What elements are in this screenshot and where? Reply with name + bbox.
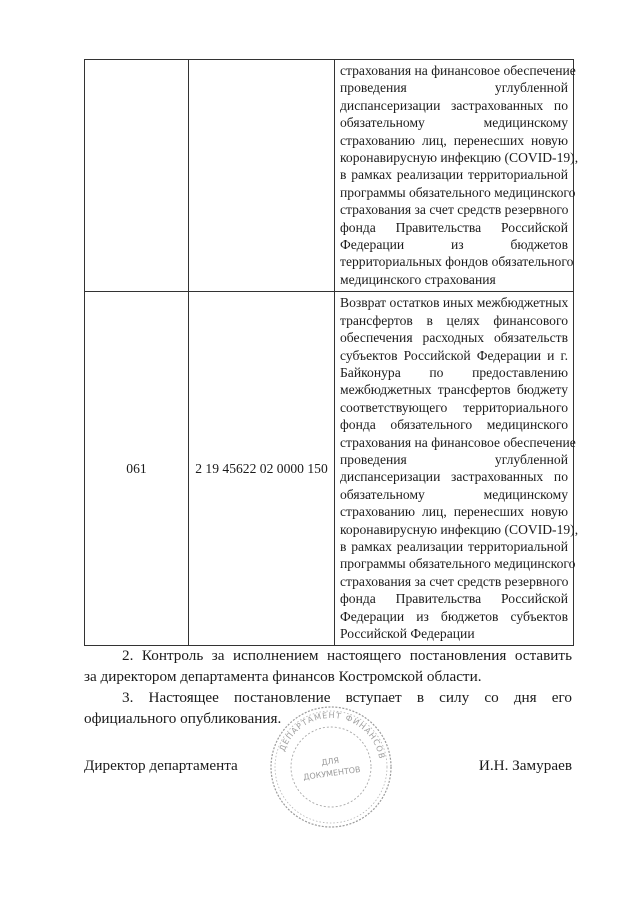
description-line: обязательному медицинскому (340, 486, 568, 502)
description-line: страхования за счет средств резервного (340, 202, 569, 218)
description-line: территориальных фондов обязательного (340, 254, 574, 270)
description-line: субъектов Российской Федерации и г. (340, 347, 568, 363)
paragraph-line: за директором департамента финансов Костромской области. (84, 668, 482, 685)
table-cell-kbk: 2 19 45622 02 0000 150 (189, 292, 335, 646)
signatory-name: И.Н. Замураев (478, 757, 572, 774)
table-cell-description (335, 292, 579, 646)
description-line: в рамках реализации территориальной (340, 538, 568, 554)
signatory-title: Директор департамента (84, 757, 238, 774)
svg-text:ДЕПАРТАМЕНТ ФИНАНСОВ: ДЕПАРТАМЕНТ ФИНАНСОВ (277, 710, 387, 761)
table-cell-admin-code (85, 60, 189, 292)
description-line: проведения углубленной (340, 451, 568, 467)
description-line: диспансеризации застрахованных по (340, 469, 568, 485)
description-line: коронавирусную инфекцию (COVID-19), (340, 521, 579, 537)
description-line: страхования на финансовое обеспечение (340, 63, 576, 78)
stamp-seal-icon (268, 704, 394, 830)
description-line: диспансеризации застрахованных по (340, 97, 568, 113)
description-line: Федерации из бюджетов субъектов (340, 608, 568, 624)
description-line: страхованию лиц, перенесших новую (340, 504, 568, 520)
description-line: трансфертов в целях финансового (340, 312, 568, 328)
description-line: Российской Федерации (340, 626, 475, 641)
description-line: фонда Правительства Российской (340, 591, 568, 607)
svg-text:ДЛЯ: ДЛЯ (320, 755, 340, 768)
table-cell-kbk (189, 60, 335, 292)
official-stamp (268, 704, 394, 830)
paragraph-line: официального опубликования. (84, 710, 282, 727)
budget-codes-table (84, 59, 579, 646)
description-line: фонда обязательного медицинского (340, 417, 568, 433)
description-line: обеспечения расходных обязательств (340, 330, 568, 346)
description-line: страхования за счет средств резервного (340, 573, 569, 589)
description-line: страхованию лиц, перенесших новую (340, 132, 568, 148)
description-line: Возврат остатков иных межбюджетных (340, 295, 569, 311)
description-line: страхования на финансовое обеспечение (340, 434, 576, 450)
svg-text:ДОКУМЕНТОВ: ДОКУМЕНТОВ (302, 764, 362, 782)
description-line: Байконура по предоставлению (340, 364, 568, 380)
description-line: межбюджетных трансфертов бюджету (340, 382, 568, 398)
description-line: в рамках реализации территориальной (340, 167, 568, 183)
description-line: проведения углубленной (340, 80, 568, 96)
description-line: Федерации из бюджетов (340, 237, 568, 253)
description-line: соответствующего территориального (340, 399, 568, 415)
paragraph-2 (84, 645, 572, 687)
description-line: программы обязательного медицинского (340, 184, 576, 200)
table-row (85, 292, 574, 646)
description-line: фонда Правительства Российской (340, 219, 568, 235)
table-cell-description (335, 60, 579, 292)
description-line: программы обязательного медицинского (340, 556, 576, 572)
description-line: коронавирусную инфекцию (COVID-19), (340, 150, 579, 166)
paragraph-line: 2. Контроль за исполнением настоящего постановления оставить (122, 647, 572, 664)
paragraph-line: 3. Настоящее постановление вступает в силу со дня его (122, 689, 572, 706)
table-row (85, 60, 574, 292)
description-line: обязательному медицинскому (340, 115, 568, 131)
description-line: медицинского страхования (340, 271, 496, 287)
table-cell-admin-code: 061 (85, 292, 189, 646)
